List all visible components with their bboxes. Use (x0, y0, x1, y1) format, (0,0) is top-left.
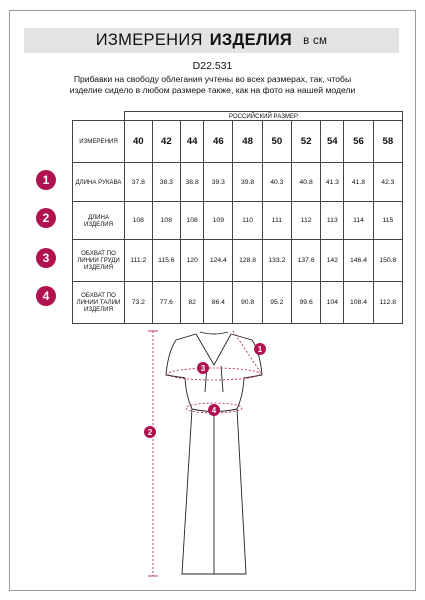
value-cell: 112.8 (373, 282, 402, 324)
value-cell: 114 (344, 202, 373, 240)
value-cell: 137.6 (291, 240, 320, 282)
value-cell: 104 (321, 282, 344, 324)
row-label: ДЛИНА ИЗДЕЛИЯ (73, 202, 125, 240)
title-word-1: ИЗМЕРЕНИЯ (95, 31, 203, 49)
row-label: ДЛИНА РУКАВА (73, 163, 125, 202)
value-cell: 146.4 (344, 240, 373, 282)
fit-note: Прибавки на свободу облегания учтены во всех размерах, так, чтобы изделие сидело в любом размере также, как на фото на нашей модели (69, 74, 356, 95)
value-cell: 109 (204, 202, 233, 240)
value-cell: 115.6 (152, 240, 180, 282)
value-cell: 39.3 (204, 163, 233, 202)
left-bodice (185, 378, 192, 409)
value-cell: 150.8 (373, 240, 402, 282)
value-cell: 82 (181, 282, 204, 324)
size-cell: 46 (204, 121, 233, 163)
value-cell: 99.6 (291, 282, 320, 324)
value-cell: 73.2 (125, 282, 153, 324)
value-cell: 37.8 (125, 163, 153, 202)
value-cell: 120 (181, 240, 204, 282)
badge-3-icon: 3 (36, 248, 56, 268)
size-cell: 40 (125, 121, 153, 163)
value-cell: 95.2 (262, 282, 291, 324)
value-cell: 128.8 (233, 240, 262, 282)
size-cell: 52 (291, 121, 320, 163)
value-cell: 90.8 (233, 282, 262, 324)
neckline (196, 334, 231, 365)
value-cell: 108.4 (344, 282, 373, 324)
product-code: D22.531 (192, 60, 233, 72)
value-cell: 110 (233, 202, 262, 240)
value-cell: 77.6 (152, 282, 180, 324)
size-cell: 42 (152, 121, 180, 163)
value-cell: 41.3 (321, 163, 344, 202)
size-cell: 44 (181, 121, 204, 163)
size-cell: 58 (373, 121, 402, 163)
value-cell: 108 (181, 202, 204, 240)
value-cell: 133.2 (262, 240, 291, 282)
svg-text:2: 2 (147, 428, 153, 437)
value-cell: 108 (125, 202, 153, 240)
badge-1-icon: 1 (36, 170, 56, 190)
chest-line (168, 368, 260, 380)
size-cell: 54 (321, 121, 344, 163)
size-cell: 56 (344, 121, 373, 163)
value-cell: 38.3 (152, 163, 180, 202)
left-sleeve (166, 334, 196, 378)
size-group-header: РОССИЙСКИЙ РАЗМЕР (125, 112, 403, 121)
svg-text:3: 3 (200, 364, 206, 373)
value-cell: 113 (321, 202, 344, 240)
value-cell: 40.8 (291, 163, 320, 202)
marker-4-icon (208, 404, 220, 416)
marker-2-icon (144, 426, 156, 438)
value-cell: 40.3 (262, 163, 291, 202)
value-cell: 111.2 (125, 240, 153, 282)
marker-1-icon (254, 343, 266, 355)
row-label: ОБХВАТ ПО ЛИНИИ ТАЛИИ ИЗДЕЛИЯ (73, 282, 125, 324)
value-cell: 108 (152, 202, 180, 240)
row-label: ОБХВАТ ПО ЛИНИИ ГРУДИ ИЗДЕЛИЯ (73, 240, 125, 282)
badge-2-icon: 2 (36, 208, 56, 228)
back-neckline (200, 332, 228, 334)
svg-text:1: 1 (257, 345, 263, 354)
size-cell: 48 (233, 121, 262, 163)
badge-4-icon: 4 (36, 286, 56, 306)
svg-text:4: 4 (211, 406, 217, 415)
right-bodice (237, 378, 244, 409)
value-cell: 42.3 (373, 163, 402, 202)
value-cell: 124.4 (204, 240, 233, 282)
value-cell: 38.8 (181, 163, 204, 202)
value-cell: 142 (321, 240, 344, 282)
title-unit: в см (303, 34, 328, 47)
value-cell: 39.8 (233, 163, 262, 202)
title-word-2: ИЗДЕЛИЯ (209, 31, 293, 49)
value-cell: 111 (262, 202, 291, 240)
measure-header: ИЗМЕРЕНИЯ (73, 121, 125, 163)
value-cell: 86.4 (204, 282, 233, 324)
value-cell: 112 (291, 202, 320, 240)
value-cell: 115 (373, 202, 402, 240)
size-cell: 50 (262, 121, 291, 163)
value-cell: 41.8 (344, 163, 373, 202)
marker-3-icon (197, 362, 209, 374)
right-sleeve (231, 334, 262, 378)
